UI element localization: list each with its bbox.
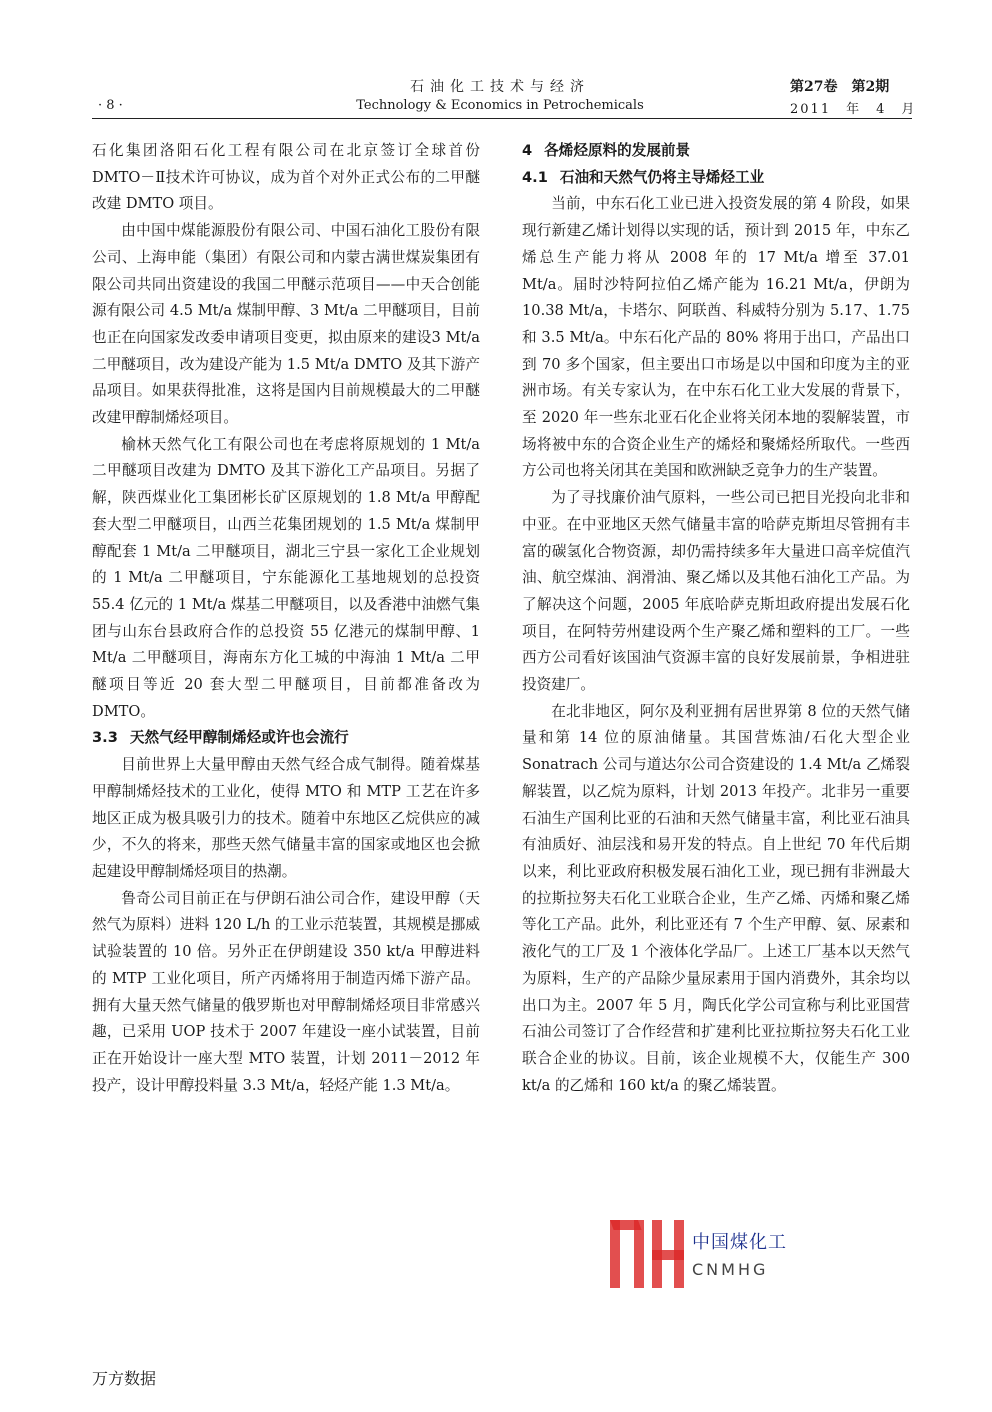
section-number: 3.3: [92, 729, 118, 747]
section-heading-3-3: [92, 725, 480, 752]
paragraph: 在北非地区，阿尔及利亚拥有居世界第 8 位的天然气储量和第 14 位的原油储量。其国营炼油/石化大型企业 Sonatrach 公司与道达尔公司合资建设的 1.4 Mt/a 乙烯裂解装置，以乙烷为原料，计划 2013 年投产。北非另一重要石油生产国利比亚的石油和天然气储量丰富，利比亚石油具有油质好、油层浅和易开发的特点。自上世纪 70 年代后期以来，利比亚政府积极发展石油化工业，现已拥有非洲最大的拉斯拉努夫石化工业联合企业，生产乙烯、丙烯和聚乙烯等化工产品。此外，利比亚还有 7 个生产甲醇、氨、尿素和液化气的工厂及 1 个液体化学品厂。上述工厂基本以天然气为原料，生产的产品除少量尿素用于国内消费外，其余均以出口为主。2007 年 5 月，陶氏化学公司宣称与利比亚国营石油公司签订了合作经营和扩建利比亚拉斯拉努夫石化工业联合企业的协议。目前，该企业规模不大，仅能生产 300 kt/a 的乙烯和 160 kt/a 的聚乙烯装置。: [522, 702, 910, 1094]
paragraph: 石化集团洛阳石化工程有限公司在北京签订全球首份 DMTO－Ⅱ技术许可协议，成为首个对外正式公布的二甲醚改建 DMTO 项目。: [92, 142, 480, 213]
publication-date: 2011 年 4 月: [790, 102, 917, 117]
right-column: [522, 138, 910, 1099]
paragraph: 目前世界上大量甲醇由天然气经合成气制得。随着煤基甲醇制烯烃技术的工业化，使得 MTO 和 MTP 工艺在许多地区正成为极具吸引力的技术。随着中东地区乙烷供应的减少，不久的将来，那些天然气储量丰富的国家或地区也会掀起建设甲醇制烯烃项目的热潮。: [92, 756, 480, 880]
section-heading-4: [522, 138, 910, 165]
page-number: · 8 ·: [98, 98, 123, 113]
section-number: 4.1: [522, 168, 548, 186]
paragraph: 由中国中煤能源股份有限公司、中国石油化工股份有限公司、上海申能（集团）有限公司和内蒙古满世煤炭集团有限公司共同出资建设的我国二甲醚示范项目——中天合创能源有限公司 4.5 Mt/a 煤制甲醇、3 Mt/a 二甲醚项目，目前也正在向国家发改委申请项目变更，拟由原来的建设3 Mt/a二甲醚项目，改为建设产能为 1.5 Mt/a DMTO 及其下游产品项目。如果获得批准，这将是国内目前规模最大的二甲醚改建甲醇制烯烃项目。: [92, 222, 480, 427]
paragraph: 为了寻找廉价油气原料，一些公司已把目光投向北非和中亚。在中亚地区天然气储量丰富的哈萨克斯坦尽管拥有丰富的碳氢化合物资源，却仍需持续多年大量进口高辛烷值汽油、航空煤油、润滑油、聚乙烯以及其他石油化工产品。为了解决这个问题，2005 年底哈萨克斯坦政府提出发展石化项目，在阿特劳州建设两个生产聚乙烯和塑料的工厂。一些西方公司看好该国油气资源丰富的良好发展前景，争相进驻投资建厂。: [522, 489, 910, 694]
watermark-text-cn: 中国煤化工: [692, 1228, 787, 1254]
watermark-logo-icon: [608, 1220, 688, 1290]
journal-title-en: Technology & Economics in Petrochemicals: [356, 98, 644, 113]
page-header: [0, 0, 992, 120]
footer-source: 万方数据: [92, 1369, 157, 1388]
section-heading-4-1: [522, 165, 910, 192]
section-number: 4: [522, 142, 533, 159]
left-column: [92, 138, 480, 1099]
paragraph: 当前，中东石化工业已进入投资发展的第 4 阶段，如果现行新建乙烯计划得以实现的话，预计到 2015 年，中东乙烯总生产能力将从 2008 年的 17 Mt/a 增至 37.01 Mt/a。届时沙特阿拉伯乙烯产能为 16.21 Mt/a，伊朗为 10.38 Mt/a，卡塔尔、阿联酋、科威特分别为 5.17、1.75 和 3.5 Mt/a。中东石化产品的 80% 将用于出口，产品出口到 70 多个国家，但主要出口市场是以中国和印度为主的亚洲市场。有关专家认为，在中东石化工业大发展的背景下，至 2020 年一些东北亚石化企业将关闭本地的裂解装置，市场将被中东的合资企业生产的烯烃和聚烯烃所取代。一些西方公司也将关闭其在美国和欧洲缺乏竞争力的生产装置。: [522, 195, 910, 480]
paragraph: 榆林天然气化工有限公司也在考虑将原规划的 1 Mt/a 二甲醚项目改建为 DMTO 及其下游化工产品项目。另据了解，陕西煤业化工集团彬长矿区原规划的 1.8 Mt/a 甲醇配套大型二甲醚项目，山西兰花集团规划的 1.5 Mt/a 煤制甲醇配套 1 Mt/a 二甲醚项目，湖北三宁县一家化工企业规划的 1 Mt/a 二甲醚项目，宁东能源化工基地规划的总投资 55.4 亿元的 1 Mt/a 煤基二甲醚项目，以及香港中油燃气集团与山东台县政府合作的总投资 55 亿港元的煤制甲醇、1 Mt/a 二甲醚项目，海南东方化工城的中海油 1 Mt/a 二甲醚项目等近 20 套大型二甲醚项目，目前都准备改为 DMTO。: [92, 435, 480, 720]
watermark-text-en: CNMHG: [692, 1260, 769, 1279]
watermark: [608, 1212, 808, 1292]
header-rule: [92, 118, 912, 119]
section-title: 石油和天然气仍将主导烯烃工业: [559, 168, 765, 186]
journal-title-cn: 石油化工技术与经济: [410, 79, 590, 95]
section-title: 天然气经甲醇制烯烃或许也会流行: [129, 729, 349, 747]
paragraph: 鲁奇公司目前正在与伊朗石油公司合作，建设甲醇（天然气为原料）进料 120 L/h 的工业示范装置，其规模是挪威试验装置的 10 倍。另外正在伊朗建设 350 kt/a 甲醇进料的 MTP 工业化项目，所产丙烯将用于制造丙烯下游产品。拥有大量天然气储量的俄罗斯也对甲醇制烯烃项目非常感兴趣，已采用 UOP 技术于 2007 年建设一座小试装置，目前正在开始设计一座大型 MTO 装置，计划 2011－2012 年投产，设计甲醇投料量 3.3 Mt/a，轻烃产能 1.3 Mt/a。: [92, 889, 480, 1094]
section-title: 各烯烃原料的发展前景: [544, 142, 691, 159]
volume-issue: 第27卷 第2期: [790, 79, 890, 95]
